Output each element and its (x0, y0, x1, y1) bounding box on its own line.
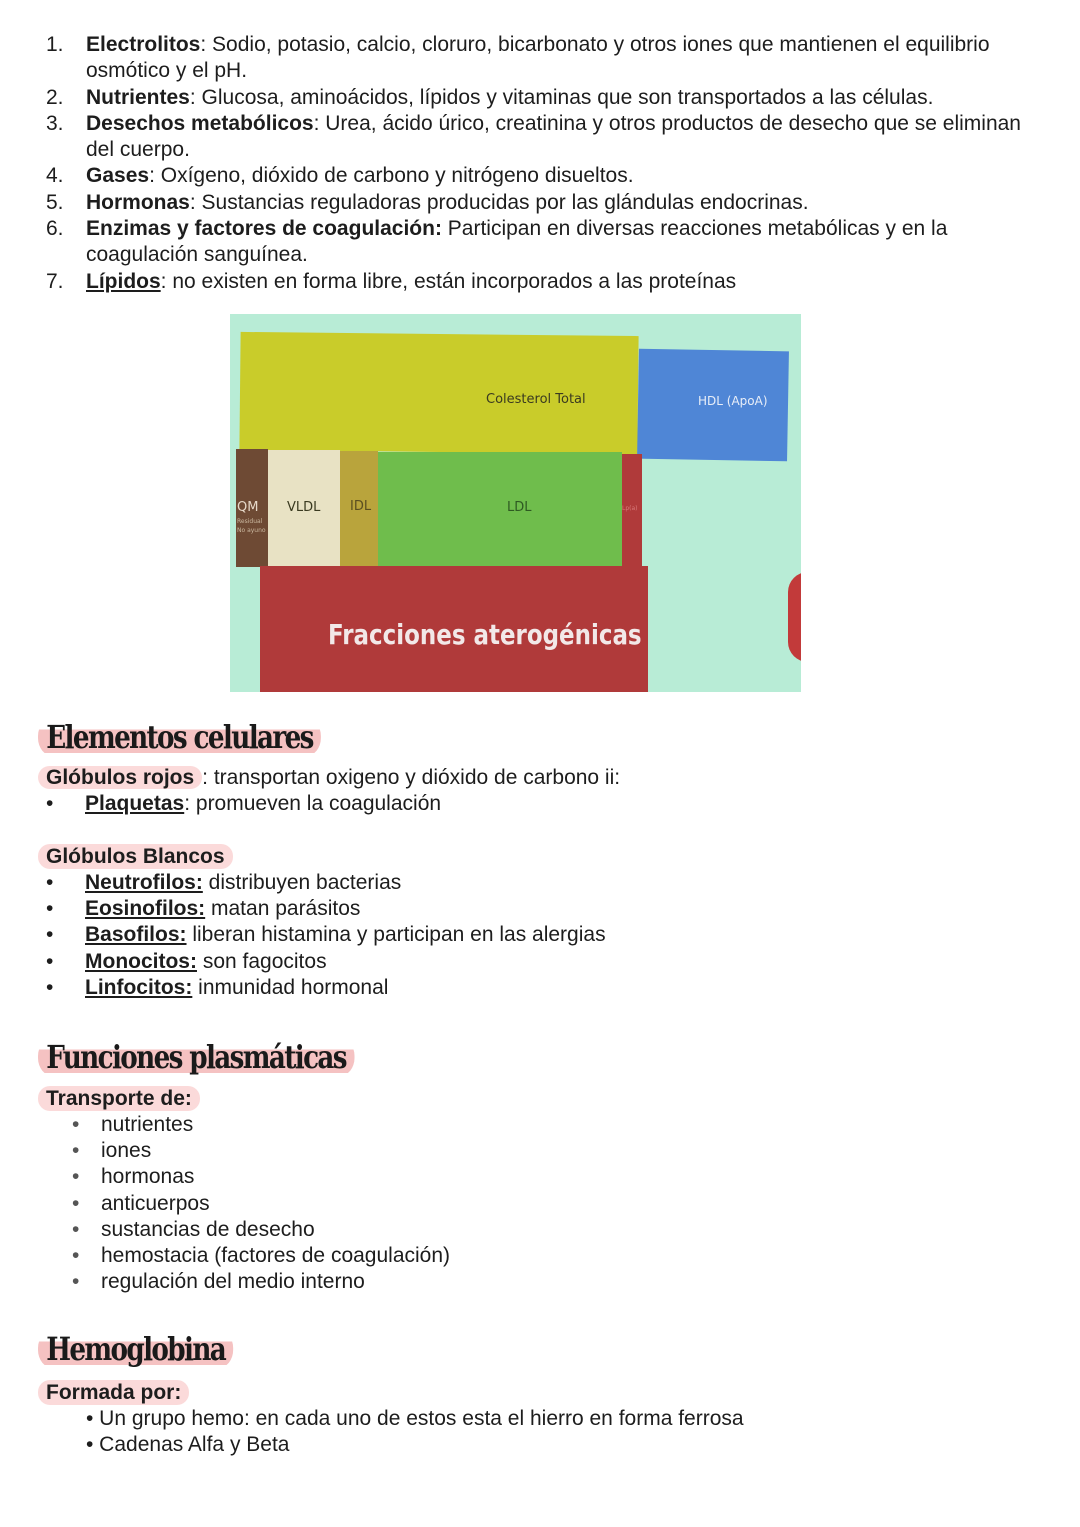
list-item (46, 896, 946, 922)
lipoprotein-slide-photo (230, 314, 801, 692)
bullet-icon: • (72, 1270, 80, 1294)
list-text: Participan en diversas reacciones metabólicas y en la coagulación sanguínea. (86, 217, 948, 267)
list-term: Plaquetas (85, 792, 185, 815)
list-text: hormonas (101, 1165, 195, 1189)
list-number: 6. (46, 217, 64, 241)
bullet-icon: • (46, 949, 54, 973)
list-item (72, 1269, 972, 1295)
transporte-list (72, 1112, 972, 1295)
plasma-components-list (46, 32, 1046, 295)
section-heading-hemoglobina: Hemoglobina (38, 1330, 233, 1368)
list-item (46, 791, 946, 817)
section-heading-funciones: Funciones plasmáticas (38, 1038, 354, 1076)
list-item (72, 1164, 972, 1190)
list-text: : promueven la coagulación (184, 792, 442, 815)
list-text: : Sodio, potasio, calcio, cloruro, bicarbonato y otros iones que mantienen el equilibrio osmótico y el pH. (86, 33, 990, 83)
list-term: Enzimas y factores de coagulación: (86, 217, 442, 241)
list-text: iones (101, 1139, 152, 1163)
ldl-block (378, 452, 622, 567)
list-number: 7. (46, 269, 64, 293)
list-item (46, 949, 946, 975)
list-item (72, 1217, 972, 1243)
globulos-blancos-subtitle: Glóbulos Blancos (38, 844, 233, 869)
globulos-rojos-text: : transportan oxigeno y dióxido de carbono ii: (202, 766, 621, 789)
list-term: Lípidos (86, 269, 161, 293)
list-item (46, 269, 1046, 295)
list-number: 5. (46, 190, 64, 214)
idl-label: IDL (350, 499, 372, 514)
globulos-rojos-term: Glóbulos rojos (38, 766, 202, 789)
list-number: 1. (46, 33, 64, 56)
red-object (788, 572, 801, 662)
list-text: liberan histamina y participan en las alergias (186, 923, 606, 947)
bullet-icon: • (46, 871, 54, 894)
transporte-subtitle: Transporte de: (38, 1086, 200, 1111)
list-item (46, 216, 1046, 269)
list-item (72, 1112, 972, 1138)
bullet-icon: • (46, 923, 54, 947)
fracciones-label: Fracciones aterogénicas (328, 618, 642, 651)
list-term: Linfocitos: (85, 975, 193, 999)
list-term: Desechos metabólicos (86, 111, 314, 135)
list-item (46, 922, 946, 948)
list-text: : Sustancias reguladoras producidas por las glándulas endocrinas. (189, 190, 809, 214)
list-item (46, 975, 946, 1001)
list-text: matan parásitos (205, 897, 361, 921)
list-term: Neutrofilos: (85, 871, 203, 894)
hemoglobina-list (86, 1406, 986, 1458)
list-term: Hormonas (86, 190, 190, 214)
ldl-label: LDL (507, 500, 532, 515)
bullet-icon: • (46, 897, 54, 921)
list-item (46, 32, 1046, 85)
bullet-icon: • (72, 1191, 80, 1215)
colesterol-total-label: Colesterol Total (486, 392, 586, 407)
globulos-blancos-list (46, 870, 946, 1001)
list-term: Gases (86, 164, 150, 188)
list-item (46, 190, 1046, 216)
vldl-label: VLDL (287, 500, 321, 515)
list-term: Electrolitos (86, 33, 201, 56)
list-item (46, 111, 1046, 164)
list-term: Monocitos: (85, 949, 197, 973)
list-text: nutrientes (101, 1113, 194, 1136)
list-text: : no existen en forma libre, están incorporados a las proteínas (160, 269, 737, 293)
list-text: : Urea, ácido úrico, creatinina y otros productos de desecho que se eliminan del cuerpo. (86, 111, 1021, 162)
list-item: • Cadenas Alfa y Beta (86, 1433, 290, 1457)
list-text: son fagocitos (196, 949, 327, 973)
list-number: 3. (46, 111, 64, 135)
lpa-label: Lp(a) (622, 505, 638, 512)
list-item (46, 870, 946, 896)
qm-sublabel: No ayuno (237, 527, 266, 534)
list-term: Eosinofilos: (85, 897, 206, 921)
bullet-icon: • (72, 1165, 80, 1189)
hdl-label: HDL (ApoA) (698, 394, 768, 408)
list-item: • Un grupo hemo: en cada uno de estos esta el hierro en forma ferrosa (86, 1407, 744, 1430)
bullet-icon: • (72, 1217, 80, 1241)
globulos-rojos-line (38, 765, 620, 791)
list-text: inmunidad hormonal (192, 975, 389, 999)
list-item (72, 1138, 972, 1164)
bullet-icon: • (46, 792, 54, 815)
list-text: sustancias de desecho (101, 1217, 315, 1241)
qm-label: QM (237, 500, 259, 515)
list-item (72, 1191, 972, 1217)
bullet-icon: • (72, 1113, 80, 1136)
list-term: Nutrientes (86, 85, 190, 109)
formada-por-subtitle: Formada por: (38, 1380, 189, 1405)
qm-sublabel: Residual (237, 518, 263, 525)
list-text: : Glucosa, aminoácidos, lípidos y vitaminas que son transportados a las células. (189, 85, 934, 109)
bullet-icon: • (46, 975, 54, 999)
plaquetas-list (46, 791, 946, 817)
bullet-icon: • (72, 1139, 80, 1163)
list-number: 4. (46, 164, 64, 188)
list-text: regulación del medio interno (101, 1270, 365, 1294)
list-item (46, 85, 1046, 111)
section-heading-elementos: Elementos celulares (38, 718, 321, 756)
list-text: hemostacia (factores de coagulación) (101, 1244, 451, 1268)
list-item (72, 1243, 972, 1269)
list-text: : Oxígeno, dióxido de carbono y nitrógeno disueltos. (149, 164, 634, 188)
list-item (46, 163, 1046, 189)
list-text: distribuyen bacterias (202, 871, 402, 894)
list-number: 2. (46, 85, 64, 109)
list-text: anticuerpos (101, 1191, 210, 1215)
bullet-icon: • (72, 1244, 80, 1268)
list-term: Basofilos: (85, 923, 187, 947)
